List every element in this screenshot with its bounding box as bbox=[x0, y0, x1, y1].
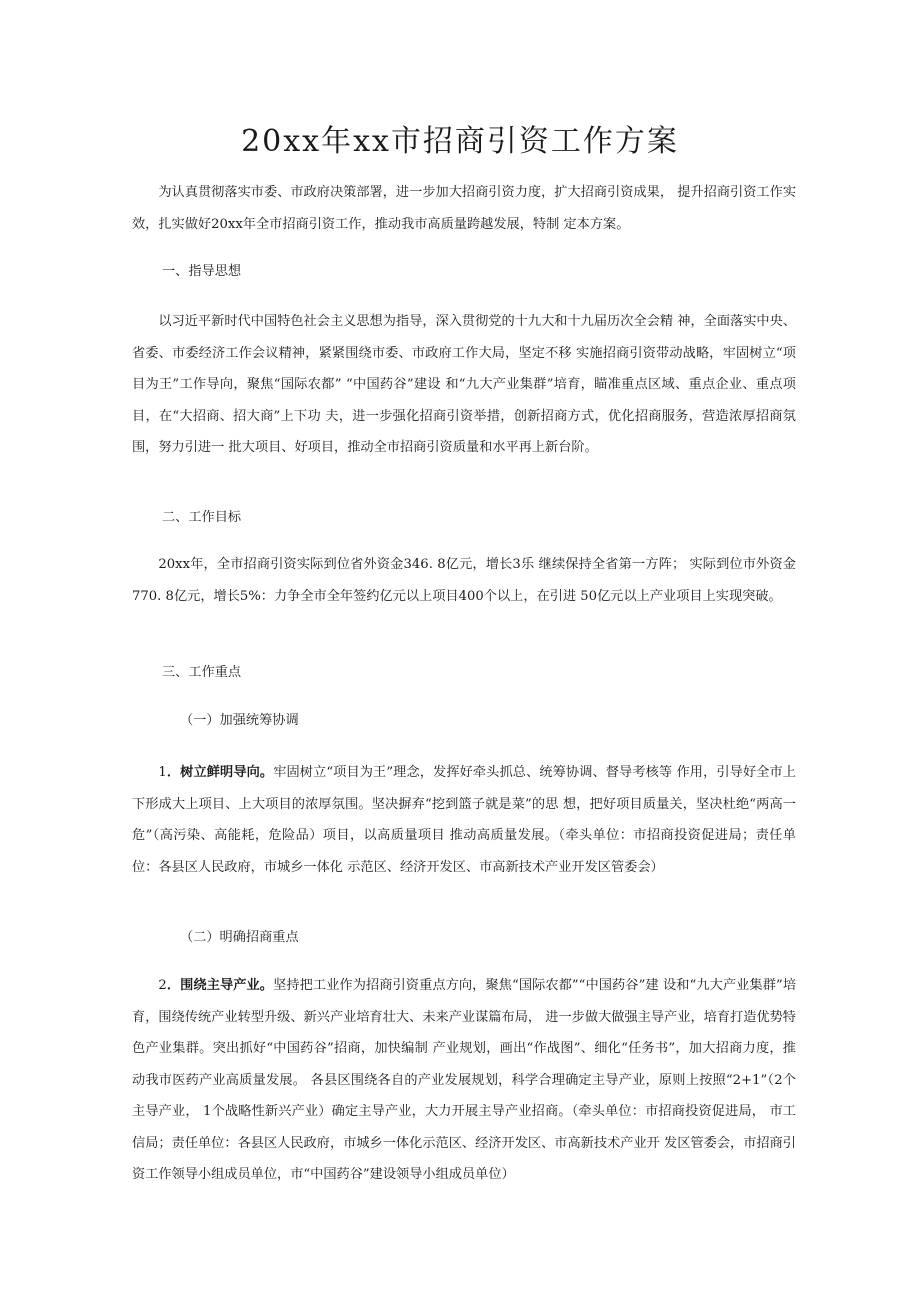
item-2-text: 坚持把工业作为招商引资重点方向，聚焦“国际农都”“中国药谷”建 设和“九大产业集群”培育，围绕传统产业转型升级、新兴产业培育壮大、未来产业谋篇布局， 进一步做大做强主导产业，培育打造优势特色产业集群。突出抓好“中国药谷”招商，加快编制 产业规划，画出“作战图”、细化“任务书”，加大招商力度，推动我市医药产业高质量发展。 各县区围绕各自的产业发展规划，科学合理确定主导产业，原则上按照“2+1”（2个主导产业， 1个战略性新兴产业）确定主导产业，大力开展主导产业招商。（牵头单位：市招商投资促进局， 市工信局；责任单位：各县区人民政府，市城乡一体化示范区、经济开发区、市高新技术产业开 发区管委会，市招商引资工作领导小组成员单位，市“中国药谷”建设领导小组成员单位） bbox=[132, 978, 797, 1182]
section-3-heading: 三、工作重点 bbox=[162, 665, 242, 680]
item-1-text: 牢固树立“项目为王”理念，发挥好牵头抓总、统筹协调、督导考核等 作用，引导好全市上下形成大上项目、上大项目的浓厚氛围。坚决摒弃“挖到篮子就是菜”的思 想，把好项目质量关，坚决杜绝“两高一危”（高污染、高能耗，危险品）项目，以高质量项目 推动高质量发展。（牵头单位：市招商投资促进局；责任单位：各县区人民政府，市城乡一体化 示范区、经济开发区、市高新技术产业开发区管委会） bbox=[132, 765, 796, 875]
item-2-number: 2 bbox=[158, 978, 167, 993]
section-2-paragraph: 20xx年，全市招商引资实际到位省外资金346. 8亿元，增长3乐 继续保持全省第一方阵； 实际到位市外资金770. 8亿元，增长5%：力争全市全年签约亿元以上项目400个以上，在引进 50亿元以上产业项目上实现突破。 bbox=[132, 557, 796, 604]
item-1-number: 1 bbox=[158, 765, 167, 780]
section-1-paragraph: 以习近平新时代中国特色社会主义思想为指导，深入贯彻党的十九大和十九届历次全会精 神，全面落实中央、省委、市委经济工作会议精神，紧紧围绕市委、市政府工作大局，坚定不移 实施招商引资带动战略，牢固树立“项目为王”工作导向，聚焦“国际农都” “中国药谷”建设 和“九大产业集群”培育，瞄准重点区域、重点企业、重点项目，在“大招商、招大商”上下功 夫，进一步强化招商引资举措，创新招商方式，优化招商服务，营造浓厚招商氛围，努力引进一 批大项目、好项目，推动全市招商引资质量和水平再上新台阶。 bbox=[132, 314, 796, 455]
section-1-heading: 一、指导思想 bbox=[162, 264, 242, 279]
subsection-1-heading: （一）加强统筹协调 bbox=[180, 713, 299, 728]
item-1-title: ．树立鲜明导向。 bbox=[166, 765, 274, 780]
section-2-heading: 二、工作目标 bbox=[162, 510, 242, 525]
item-2-paragraph bbox=[132, 970, 796, 1191]
item-1-paragraph bbox=[132, 757, 796, 883]
intro-paragraph: 为认真贯彻落实市委、市政府决策部署，进一步加大招商引资力度，扩大招商引资成果， 提升招商引资工作实效，扎实做好20xx年全市招商引资工作，推动我市高质量跨越发展，特制 定本方案。 bbox=[132, 185, 796, 232]
subsection-2-heading: （二）明确招商重点 bbox=[180, 930, 299, 945]
item-2-title: ．围绕主导产业。 bbox=[166, 978, 274, 993]
document-title: 20xx年xx市招商引资工作方案 bbox=[241, 124, 679, 159]
